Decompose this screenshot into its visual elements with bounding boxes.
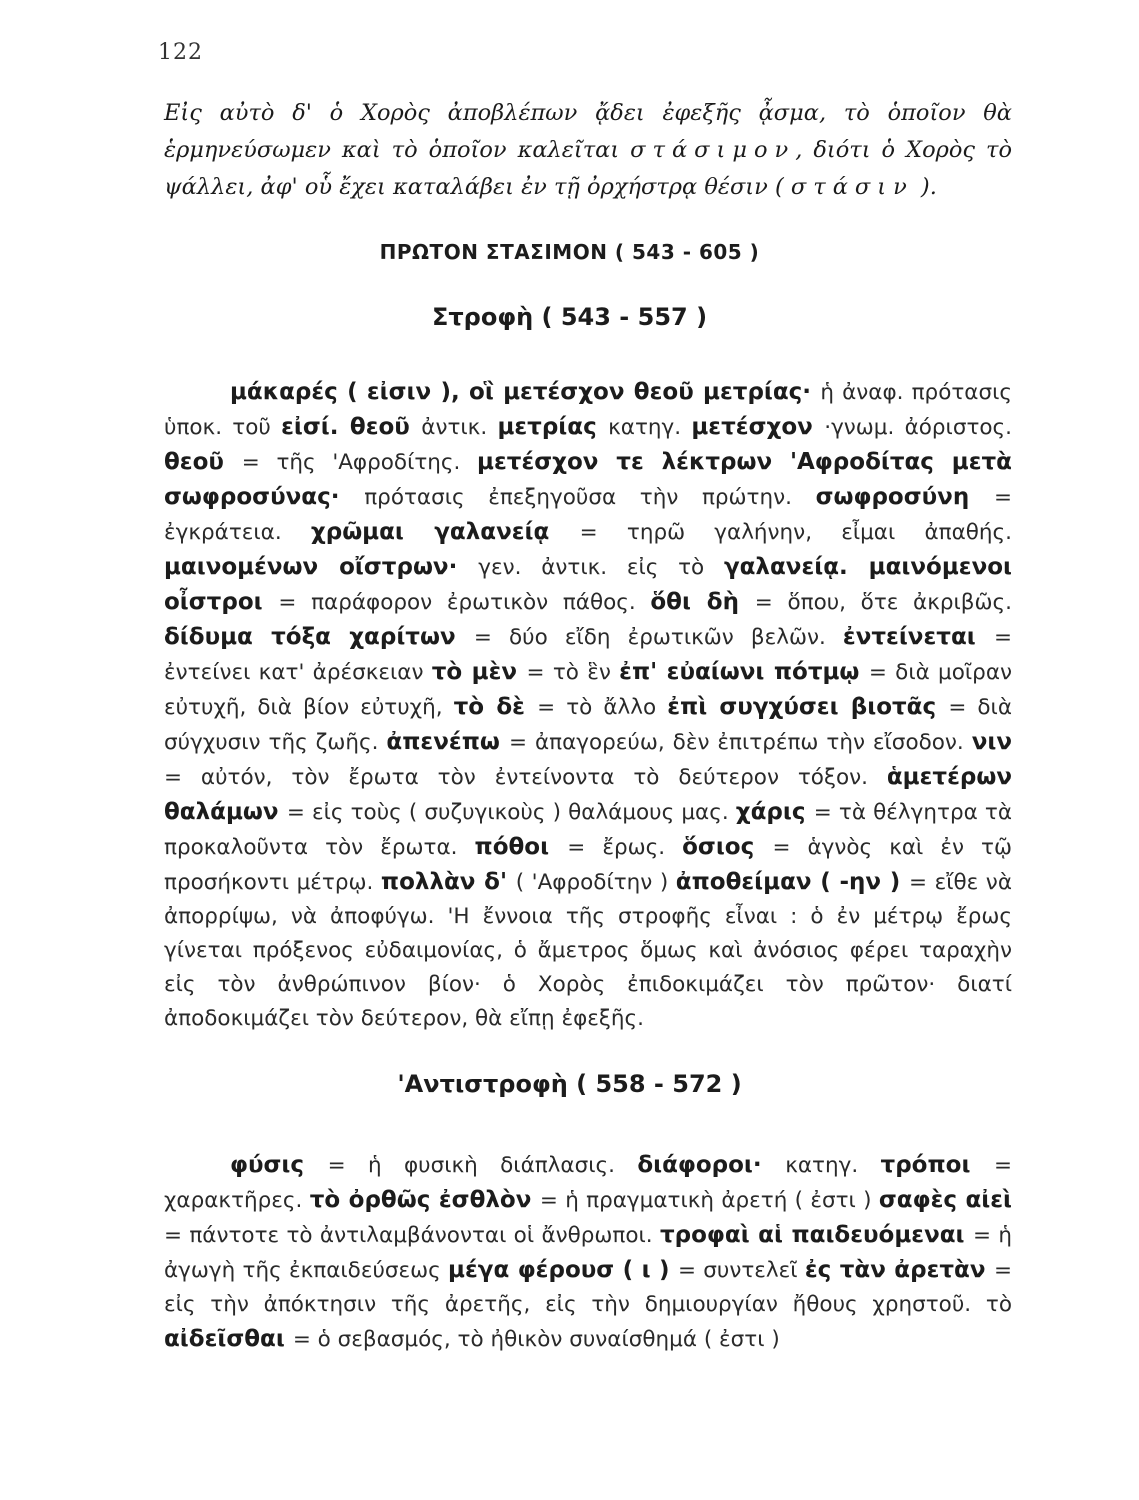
gloss-text: = δύο εἴδη ἐρωτικῶν βελῶν.	[473, 625, 843, 650]
gloss-text: = ἐντείνει κατ' ἀρέσκειαν	[164, 625, 1012, 685]
lemma-term: τροφαὶ αἱ παιδευόμεναι	[659, 1222, 974, 1248]
strophe-commentary	[164, 375, 1012, 1036]
gloss-text: = ἀπαγορεύω, δὲν ἐπιτρέπω τὴν εἴσοδον.	[509, 730, 972, 755]
lemma-term: μάκαρές ( εἰσιν ), οἳ μετέσχον θεοῦ μετρίας·	[230, 379, 821, 405]
lemma-term: γαλανείᾳ. μαινόμενοι οἶστροι	[164, 554, 1012, 615]
stasimon-heading: ΠΡΩΤΟΝ ΣΤΑΣΙΜΟΝ ( 543 - 605 )	[379, 240, 760, 264]
gloss-text: πρότασις ἐπεξηγοῦσα τὴν πρώτην.	[364, 485, 816, 510]
strophe-commentary-text	[164, 375, 1012, 1036]
gloss-text: ἀντικ.	[421, 415, 498, 440]
gloss-text: = ἁγνὸς καὶ ἐν τῷ προσήκοντι μέτρῳ.	[164, 835, 1012, 895]
intro-text-part3: ).	[913, 174, 937, 200]
intro-text-part2: , διότι ὁ Χορὸς τὸ ψάλλει, ἀφ' οὗ ἔχει καταλάβει ἐν τῇ ὀρχήστρᾳ θέσιν (	[164, 137, 1012, 200]
intro-paragraph	[164, 95, 1012, 206]
lemma-term: ὅθι δὴ	[650, 589, 755, 615]
lemma-term: νιν	[971, 729, 1013, 755]
gloss-text: κατηγ.	[608, 415, 692, 440]
gloss-text: κατηγ.	[785, 1153, 881, 1178]
gloss-text: = ὅπου, ὅτε ἀκριβῶς.	[754, 590, 1012, 615]
lemma-term: φύσις	[230, 1152, 328, 1178]
gloss-text: ἡ ἀναφ. πρότασις ὑποκ. τοῦ	[164, 380, 1012, 440]
gloss-text: ( 'Αφροδίτην )	[515, 870, 676, 895]
lemma-term: ἐντείνεται	[842, 624, 994, 650]
lemma-term: ὅσιος	[682, 834, 773, 860]
lemma-term: μετέσχον	[691, 414, 825, 440]
lemma-term: χρῶμαι γαλανείᾳ	[310, 519, 580, 545]
lemma-term: ἁμετέρων θαλάμων	[164, 764, 1012, 825]
lemma-term: μετρίας	[497, 414, 609, 440]
antistrophe-commentary	[164, 1148, 1012, 1357]
gloss-text: = αὐτόν, τὸν ἔρωτα τὸν ἐντείνοντα τὸ δεύτερον τόξον.	[164, 765, 887, 790]
gloss-text: = εἰς τοὺς ( συζυγικοὺς ) θαλάμους μας.	[286, 800, 736, 825]
lemma-term: δίδυμα τόξα χαρίτων	[164, 624, 474, 650]
gloss-text: = χαρακτῆρες.	[164, 1153, 1012, 1213]
strophe-heading: Στροφὴ ( 543 - 557 )	[431, 303, 708, 331]
lemma-term: ἀπενέπω	[386, 729, 510, 755]
gloss-text: = διὰ μοῖραν εὐτυχῆ, διὰ βίον εὐτυχῆ,	[164, 660, 1012, 720]
lemma-term: τὸ δὲ	[453, 694, 538, 720]
gloss-text: = τὸ ἄλλο	[537, 695, 668, 720]
gloss-text: = ἐγκράτεια.	[164, 485, 1013, 545]
lemma-term: σαφὲς αἰεὶ	[878, 1187, 1013, 1213]
gloss-text: = ἡ φυσικὴ διάπλασις.	[327, 1153, 638, 1178]
lemma-term: ἐπὶ συγχύσει βιοτᾶς	[667, 694, 949, 720]
gloss-text: = ἡ ἀγωγὴ τῆς ἐκπαιδεύσεως	[164, 1223, 1012, 1283]
gloss-text: ·γνωμ. ἀόριστος.	[824, 415, 1012, 440]
gloss-text: = διὰ σύγχυσιν τῆς ζωῆς.	[164, 695, 1012, 755]
lemma-term: τὸ ὀρθῶς ἐσθλὸν	[309, 1187, 540, 1213]
gloss-text: = τῆς 'Αφροδίτης.	[241, 450, 478, 475]
gloss-text: = συντελεῖ	[677, 1258, 805, 1283]
gloss-text: = τὰ θέλγητρα τὰ προκαλοῦντα τὸν ἔρωτα.	[164, 800, 1013, 860]
gloss-text: γεν. ἀντικ. εἰς τὸ	[478, 555, 724, 580]
lemma-term: μετέσχον τε λέκτρων 'Αφροδίτας μετὰ σωφροσύνας·	[164, 449, 1012, 510]
lemma-term: τὸ μὲν	[431, 659, 527, 685]
lemma-term: πολλὰν δ'	[380, 869, 516, 895]
lemma-term: χάρις	[735, 799, 814, 825]
gloss-text: = τηρῶ γαλήνην, εἶμαι ἀπαθής.	[579, 520, 1012, 545]
gloss-text: = εἴθε νὰ ἀπορρίψω, νὰ ἀποφύγω. 'Η ἔννοια τῆς στροφῆς εἶναι : ὁ ἐν μέτρῳ ἔρως γίνεται πρόξενος εὐδαιμονίας, ὁ ἄμετρος ὅμως καὶ ἀνόσιος φέρει ταραχὴν εἰς τὸν ἀνθρώπινον βίον· ὁ Χορὸς ἐπιδοκιμάζει τὸν πρῶτον· διατί ἀποδοκιμάζει τὸν δεύτερον, θὰ εἴπῃ ἐφεξῆς.	[164, 870, 1012, 1031]
gloss-text: = παράφορον ἐρωτικὸν πάθος.	[278, 590, 651, 615]
lemma-term: σωφροσύνη	[815, 484, 994, 510]
gloss-text: = τὸ ἓν	[526, 660, 620, 685]
gloss-text: = ἔρως.	[567, 835, 683, 860]
lemma-term: τρόποι	[880, 1152, 994, 1178]
lemma-term: εἰσί. θεοῦ	[281, 414, 422, 440]
lemma-term: διάφοροι·	[637, 1152, 786, 1178]
intro-text-part1: Εἰς αὐτὸ δ' ὁ Χορὸς ἀποβλέπων ᾄδει ἐφεξῆς ᾆσμα, τὸ ὁποῖον θὰ ἑρμηνεύσωμεν καὶ τὸ ὁποῖον καλεῖται	[164, 100, 1012, 163]
gloss-text: = εἰς τὴν ἀπόκτησιν τῆς ἀρετῆς, εἰς τὴν δημιουργίαν ἤθους χρηστοῦ. τὸ	[164, 1258, 1012, 1317]
lemma-term: μαινομένων οἴστρων·	[164, 554, 479, 580]
intro-term-stasimon: στάσιμον	[630, 137, 796, 163]
lemma-term: ἐπ' εὐαίωνι πότμῳ	[619, 659, 869, 685]
intro-term-stasin: στάσιν	[790, 174, 914, 200]
gloss-text: = ὁ σεβασμός, τὸ ἠθικὸν συναίσθημά ( ἐστι )	[292, 1327, 780, 1352]
lemma-term: ἐς τὰν ἀρετὰν	[804, 1257, 994, 1283]
antistrophe-commentary-text	[164, 1148, 1012, 1357]
lemma-term: αἰδεῖσθαι	[164, 1326, 293, 1352]
antistrophe-heading: 'Αντιστροφὴ ( 558 - 572 )	[397, 1070, 742, 1098]
lemma-term: πόθοι	[474, 834, 568, 860]
page-number: 122	[158, 40, 203, 65]
lemma-term: ἀποθείμαν ( -ην )	[675, 869, 910, 895]
gloss-text: = ἡ πραγματικὴ ἀρετή ( ἐστι )	[539, 1188, 879, 1213]
lemma-term: μέγα φέρουσ ( ι )	[448, 1257, 678, 1283]
lemma-term: θεοῦ	[164, 449, 242, 475]
gloss-text: = πάντοτε τὸ ἀντιλαμβάνονται οἱ ἄνθρωποι.	[164, 1223, 660, 1248]
